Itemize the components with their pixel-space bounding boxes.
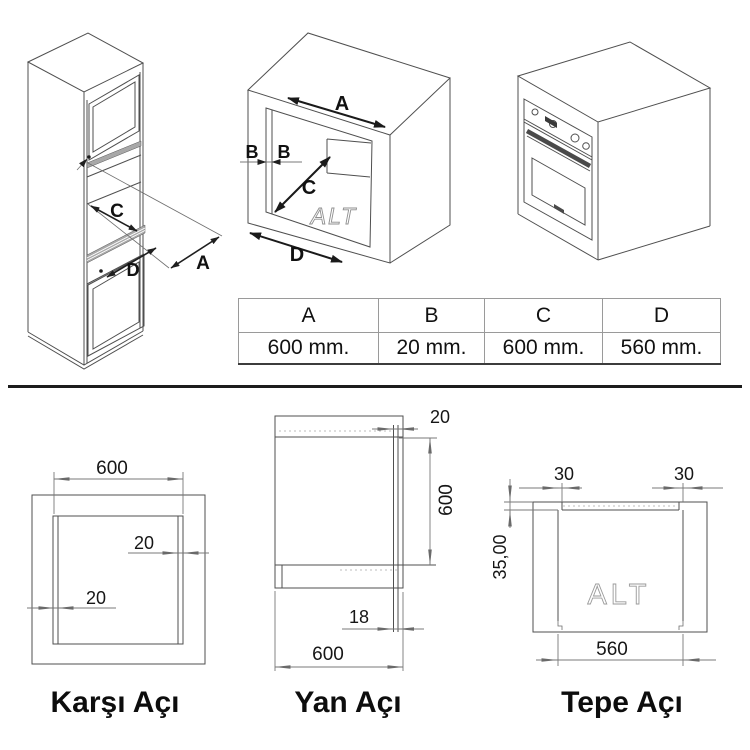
- oven-box-top-face: [518, 42, 710, 122]
- built-in-oven-drawing: [518, 42, 710, 260]
- box-top-face: [248, 33, 450, 135]
- top-rear-gap-value: 35,00: [490, 534, 510, 580]
- niche-box-drawing: [240, 33, 450, 266]
- table-header-row: [239, 299, 721, 333]
- dimensions-table: [238, 298, 721, 365]
- niche-dim-label-d: D: [289, 244, 305, 266]
- front-view-label: Karşı Açı: [50, 686, 180, 719]
- table-value-c: 600 mm.: [485, 333, 603, 365]
- oven-knob-icon: [532, 109, 538, 115]
- top-left-offset-value: 30: [553, 464, 575, 484]
- niche-dim-label-c: C: [301, 177, 317, 199]
- front-wall-left-value: 20: [85, 588, 107, 608]
- table-header-c: C: [485, 299, 603, 333]
- oven-logo: [554, 204, 564, 214]
- table-value-d: 560 mm.: [603, 333, 721, 365]
- top-view-drawing: [490, 464, 723, 666]
- table-header-b: B: [379, 299, 485, 333]
- side-door-value: 18: [348, 607, 370, 627]
- oven-display: [545, 116, 557, 128]
- lower-door-dot: [99, 269, 103, 273]
- section-divider: [8, 385, 742, 388]
- side-top-panel-value: 20: [429, 407, 451, 427]
- cabinet-base: [28, 331, 143, 369]
- table-value-b: 20 mm.: [379, 333, 485, 365]
- front-width-value: 600: [96, 458, 128, 479]
- table-value-row: [239, 333, 721, 365]
- side-view-label: Yan Açı: [294, 686, 402, 719]
- niche-alt-text: ALT: [310, 203, 358, 229]
- dimension-arrow-a: [171, 237, 219, 268]
- cabinet-dim-label-a: A: [196, 253, 210, 274]
- oven-knob-icon: [571, 134, 579, 142]
- tall-cabinet-drawing: [28, 33, 222, 369]
- side-outer-rect: [275, 416, 403, 588]
- side-panel-lines: [394, 425, 399, 632]
- corner-brackets: [558, 621, 683, 630]
- cabinet-dim-label-c: C: [110, 201, 124, 222]
- side-height-value: 600: [436, 484, 457, 516]
- cabinet-dim-label-d: D: [126, 260, 140, 280]
- niche-dim-label-b2: B: [277, 142, 291, 162]
- front-niche-rect: [53, 516, 183, 644]
- top-outer-rect: [533, 502, 707, 632]
- front-wall-lines: [58, 516, 178, 644]
- table-header-a: A: [239, 299, 379, 333]
- table-value-a: 600 mm.: [239, 333, 379, 365]
- niche-dim-label-b1: B: [245, 142, 259, 162]
- niche-interior-lines: [327, 139, 371, 177]
- oven-door-window: [532, 158, 585, 225]
- top-alt-text: ALT: [587, 579, 651, 611]
- door-corner-dot: [87, 155, 90, 158]
- side-depth-value: 600: [312, 644, 344, 665]
- table-header-d: D: [603, 299, 721, 333]
- front-wall-right-value: 20: [133, 533, 155, 553]
- top-width-value: 560: [596, 639, 628, 660]
- top-view-label: Tepe Açı: [561, 686, 683, 719]
- side-view-drawing: [275, 407, 457, 671]
- top-right-offset-value: 30: [673, 464, 695, 484]
- front-view-drawing: [27, 458, 209, 664]
- oven-front-frame: [524, 99, 592, 240]
- oven-knob-icon: [583, 143, 590, 150]
- niche-dim-label-a: A: [334, 93, 350, 115]
